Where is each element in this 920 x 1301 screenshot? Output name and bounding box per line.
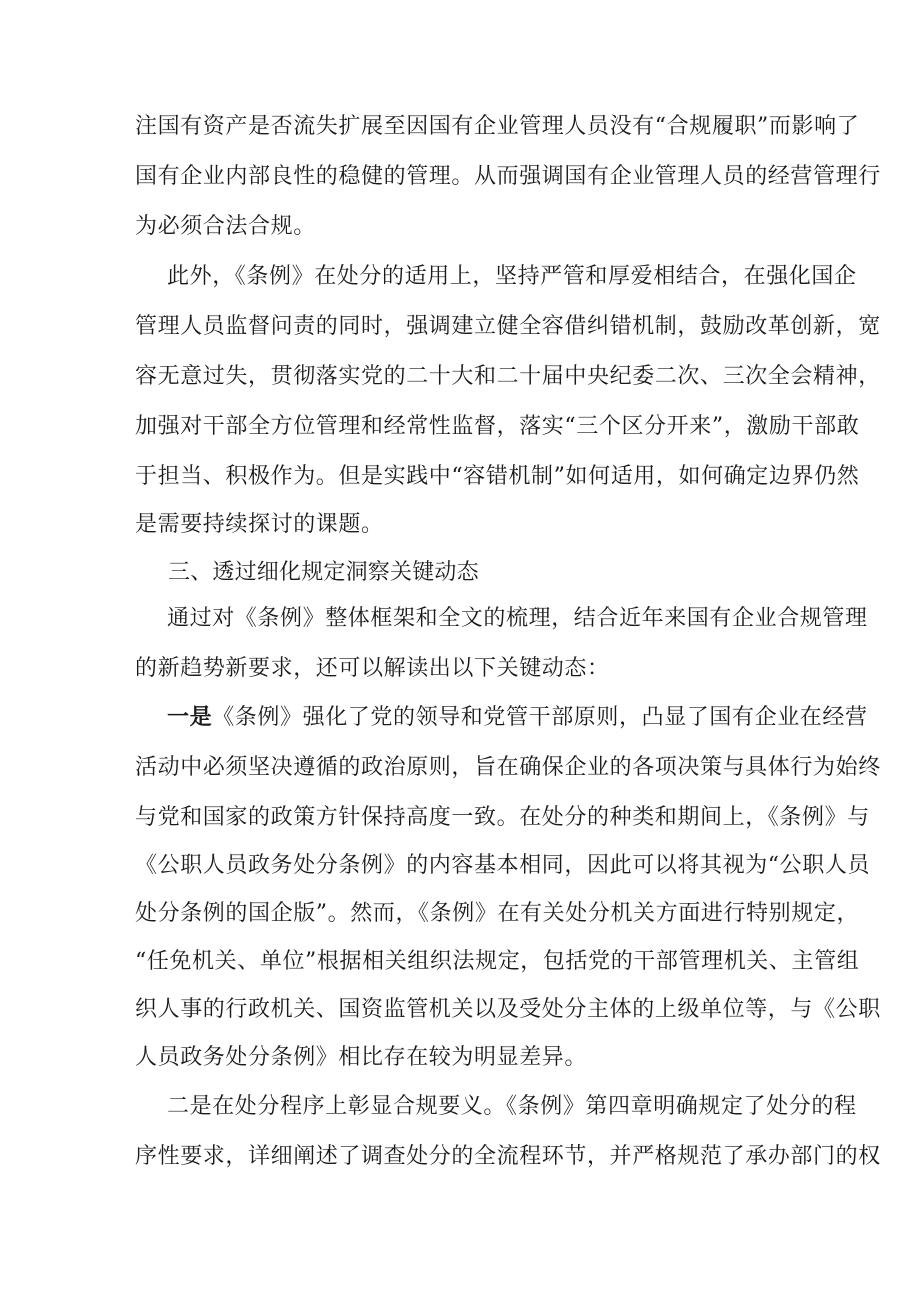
section-heading: 三、透过细化规定洞察关键动态 bbox=[168, 560, 479, 585]
paragraph-2-line-2: 管理人员监督问责的同时，强调建立健全容借纠错机制，鼓励改革创新，宽 bbox=[135, 314, 881, 339]
paragraph-4-line-1 bbox=[167, 707, 868, 729]
paragraph-4-line-8: 人员政务处分条例》相比存在较为明显差异。 bbox=[135, 1045, 588, 1070]
paragraph-5-line-2: 序性要求，详细阐述了调查处分的全流程环节，并严格规范了承办部门的权 bbox=[135, 1144, 881, 1169]
paragraph-1-line-2: 国有企业内部良性的稳健的管理。从而强调国有企业管理人员的经营管理行 bbox=[135, 164, 881, 189]
paragraph-4-line-4: 《公职人员政务处分条例》的内容基本相同，因此可以将其视为“公职人员 bbox=[135, 853, 871, 878]
paragraph-2-line-6: 是需要持续探讨的课题。 bbox=[135, 512, 384, 537]
paragraph-1-line-3: 为必须合法合规。 bbox=[135, 214, 316, 239]
paragraph-4-line-5: 处分条例的国企版”。然而，《条例》在有关处分机关方面进行特别规定， bbox=[135, 901, 860, 926]
paragraph-4-line-6: “任免机关、单位”根据相关组织法规定，包括党的干部管理机关、主管组 bbox=[135, 949, 860, 974]
paragraph-2-line-5: 于担当、积极作为。但是实践中“容错机制”如何适用，如何确定边界仍然 bbox=[135, 464, 860, 489]
paragraph-4-line-1-text: 《条例》强化了党的领导和党管干部原则，凸显了国有企业在经营 bbox=[212, 705, 868, 730]
paragraph-2-line-3: 容无意过失，贯彻落实党的二十大和二十届中央纪委二次、三次全会精神， bbox=[135, 364, 881, 389]
paragraph-2-line-1: 此外，《条例》在处分的适用上，坚持严管和厚爱相结合，在强化国企 bbox=[167, 264, 857, 289]
paragraph-3-line-2: 的新趋势新要求，还可以解读出以下关键动态： bbox=[135, 656, 610, 681]
paragraph-5-line-1: 二是在处分程序上彰显合规要义。《条例》第四章明确规定了处分的程 bbox=[167, 1094, 857, 1119]
paragraph-1-line-1: 注国有资产是否流失扩展至因国有企业管理人员没有“合规履职”而影响了 bbox=[135, 114, 860, 139]
paragraph-4-lead: 一是 bbox=[167, 705, 213, 730]
paragraph-2-line-4: 加强对干部全方位管理和经常性监督，落实“三个区分开来”，激励干部敢 bbox=[135, 414, 860, 439]
paragraph-4-line-3: 与党和国家的政策方针保持高度一致。在处分的种类和期间上，《条例》与 bbox=[135, 805, 870, 830]
paragraph-4-line-7: 织人事的行政机关、国资监管机关以及受处分主体的上级单位等，与《公职 bbox=[135, 997, 881, 1022]
paragraph-3-line-1: 通过对《条例》整体框架和全文的梳理，结合近年来国有企业合规管理 bbox=[167, 606, 868, 631]
paragraph-4-line-2: 活动中必须坚决遵循的政治原则，旨在确保企业的各项决策与具体行为始终 bbox=[135, 755, 881, 780]
